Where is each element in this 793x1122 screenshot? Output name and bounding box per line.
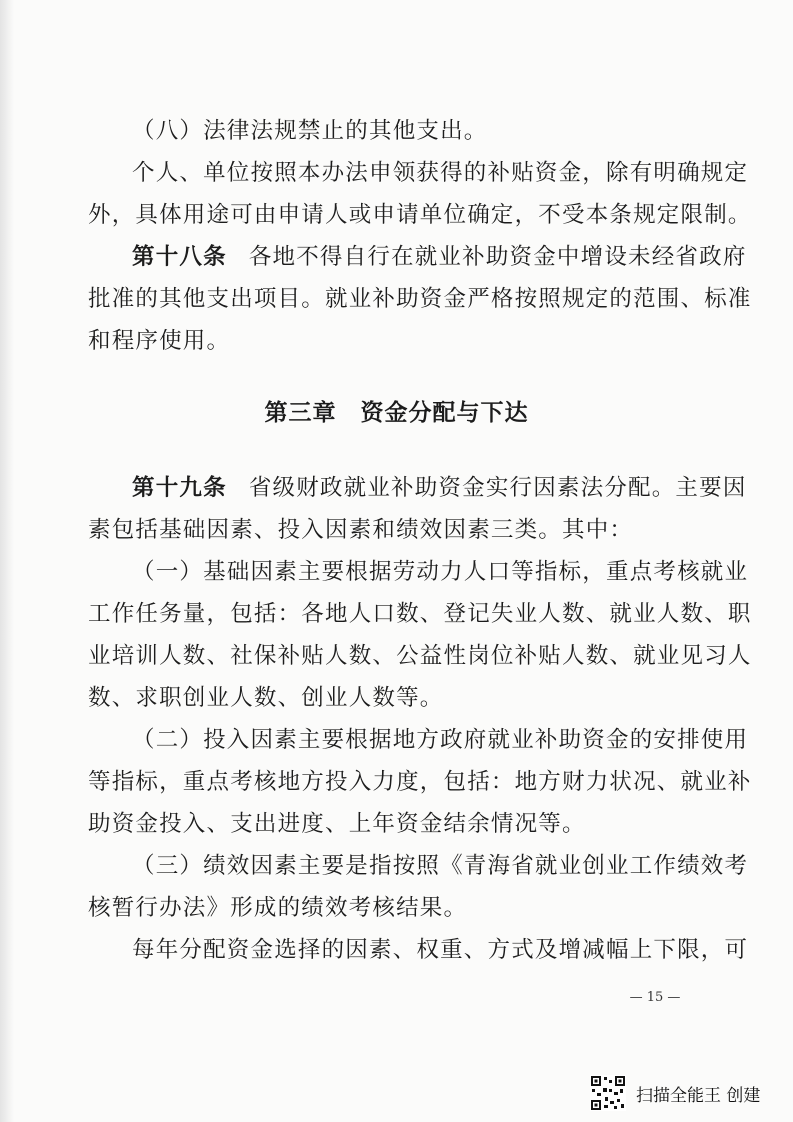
article-18-line: 第十八条 各地不得自行在就业补助资金中增设未经省政府 (132, 244, 747, 270)
text-line: （八）法律法规禁止的其他支出。 (132, 118, 488, 144)
article-label: 第十八条 (132, 244, 227, 270)
text-line: （二）投入因素主要根据地方政府就业补助资金的安排使用 (132, 727, 749, 753)
text-line: 和程序使用。 (88, 328, 231, 354)
text-line: 助资金投入、支出进度、上年资金结余情况等。 (88, 811, 586, 837)
text-line: 核暂行办法》形成的绩效考核结果。 (88, 895, 468, 921)
scan-edge-shadow (0, 0, 14, 1122)
chapter-heading: 第三章 资金分配与下达 (264, 400, 529, 426)
text-line: （一）基础因素主要根据劳动力人口等指标，重点考核就业 (132, 559, 749, 585)
text-line: （三）绩效因素主要是指按照《青海省就业创业工作绩效考 (132, 853, 749, 879)
text-line: 数、求职创业人数、创业人数等。 (88, 685, 444, 711)
page-number: — 15 — (629, 990, 681, 1005)
text-line: 工作任务量，包括：各地人口数、登记失业人数、就业人数、职 (88, 601, 752, 627)
text-line: 素包括基础因素、投入因素和绩效因素三类。其中： (88, 517, 634, 543)
scanner-watermark (590, 1074, 760, 1112)
text-line: 外，具体用途可由申请人或申请单位确定，不受本条规定限制。 (88, 202, 752, 228)
text-line: 个人、单位按照本办法申领获得的补贴资金，除有明确规定 (132, 160, 749, 186)
qr-code-icon (590, 1075, 626, 1111)
text-line: 批准的其他支出项目。就业补助资金严格按照规定的范围、标准 (88, 286, 752, 312)
text-line: 每年分配资金选择的因素、权重、方式及增减幅上下限，可 (132, 937, 749, 963)
text-line: 业培训人数、社保补贴人数、公益性岗位补贴人数、就业见习人 (88, 643, 752, 669)
scanner-brand-text: 扫描全能王 创建 (636, 1085, 761, 1106)
article-label: 第十九条 (132, 475, 227, 501)
text-line: 等指标，重点考核地方投入力度，包括：地方财力状况、就业补 (88, 769, 752, 795)
article-19-line: 第十九条 省级财政就业补助资金实行因素法分配。主要因 (132, 475, 747, 501)
